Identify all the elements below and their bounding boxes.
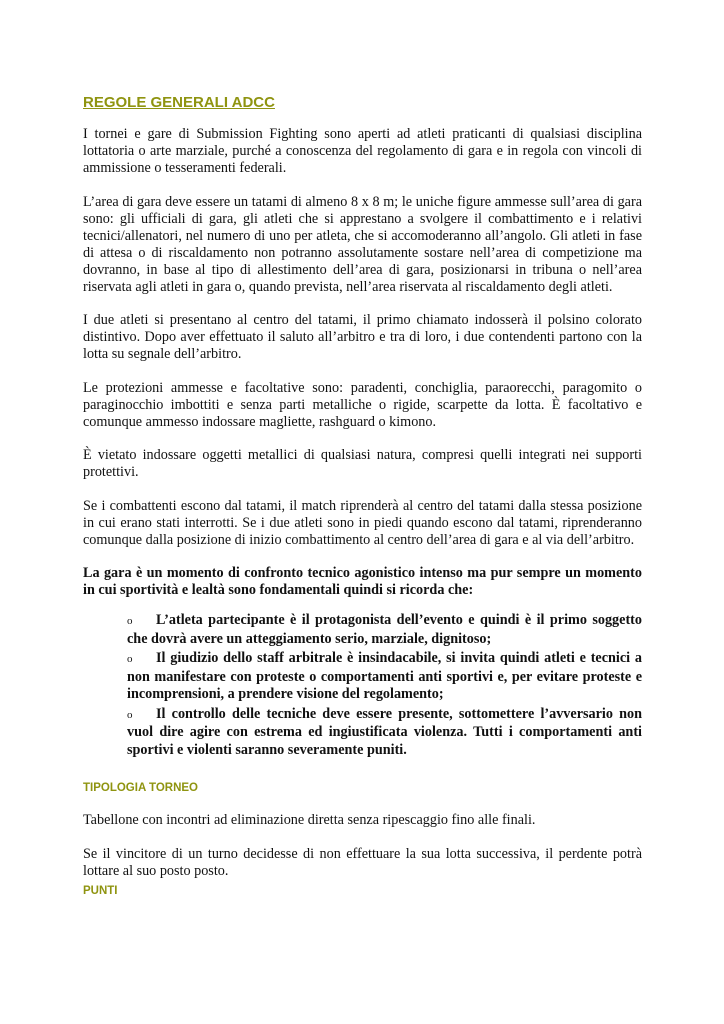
rule-item [127,650,642,704]
page-title: REGOLE GENERALI ADCC [83,94,275,111]
section-heading-punti: PUNTI [83,884,118,897]
bullet-icon: o [127,653,133,665]
bold-intro: La gara è un momento di confronto tecnico agonistico intenso ma pur sempre un momento in cui sportività e lealtà sono fondamentali quindi si ricorda che: [83,565,642,598]
rule-text: L’atleta partecipante è il protagonista dell’evento e quindi è il primo soggetto che dovrà avere un atteggiamento serio, marziale, dignitoso; [127,612,642,647]
bullet-icon: o [127,615,133,627]
rules-list [83,612,642,759]
paragraph-5: È vietato indossare oggetti metallici di qualsiasi natura, compresi quelli integrati nei supporti protettivi. [83,447,642,480]
section-heading-tipologia: TIPOLOGIA TORNEO [83,782,199,794]
rule-item [127,612,642,648]
rule-text: Il controllo delle tecniche deve essere presente, sottomettere l’avversario non vuol dire agire con estrema ed ingiustificata violenza. Tutti i comportamenti anti sportivi e violenti saranno severamente puniti. [127,705,642,758]
paragraph-3: I due atleti si presentano al centro del tatami, il primo chiamato indosserà il polsino colorato distintivo. Dopo aver effettuato il saluto all’arbitro e tra di loro, i due contendenti partono con la lotta su segnale dell’arbitro. [83,312,642,362]
tipologia-paragraph-2: Se il vincitore di un turno decidesse di non effettuare la sua lotta successiva, il perdente potrà lottare al suo posto posto. [83,845,642,879]
paragraph-2: L’area di gara deve essere un tatami di almeno 8 x 8 m; le uniche figure ammesse sull’area di gara sono: gli ufficiali di gara, gli atleti che si apprestano a svolgere il combattimento e i relativi tecnici/allenatori, nel numero di uno per atleta, che si accomoderanno all’angolo. Gli atleti in fase di attesa o di riscaldamento non potranno assolutamente sostare nell’area di competizione ma dovranno, in base al tipo di allestimento dell’area di gara, posizionarsi in tribuna o nell’area riservata agli atleti in gara o, quando prevista, nell’area riservata al riscaldamento degli atleti. [83,193,642,295]
paragraph-4: Le protezioni ammesse e facoltative sono: paradenti, conchiglia, paraorecchi, paragomito o paraginocchio imbottiti e senza parti metalliche o rigide, scarpette da lotta. È facoltativo e comunque ammesso indossare magliette, rashguard o kimono. [83,379,642,430]
document-page [83,94,642,898]
rule-text: Il giudizio dello staff arbitrale è insindacabile, si invita quindi atleti e tecnici a non manifestare con proteste o comportamenti anti sportivi e, per evitare proteste e incomprensioni, a prendere visione del regolamento; [127,650,642,702]
paragraph-6: Se i combattenti escono dal tatami, il match riprenderà al centro del tatami dalla stessa posizione in cui erano stati interrotti. Se i due atleti sono in piedi quando escono dal tatami, riprenderanno comunque dalla posizione di inizio combattimento al centro dell’area di gara e al via dell’arbitro. [83,497,642,548]
rule-item [127,706,642,760]
tipologia-paragraph-1: Tabellone con incontri ad eliminazione diretta senza ripescaggio fino alle finali. [83,812,536,828]
paragraph-1: I tornei e gare di Submission Fighting sono aperti ad atleti praticanti di qualsiasi disciplina lottatoria o arte marziale, purché a conoscenza del regolamento di gara e in regola con vincoli di ammissione o tesseramenti federali. [83,126,642,176]
bullet-icon: o [127,708,133,721]
